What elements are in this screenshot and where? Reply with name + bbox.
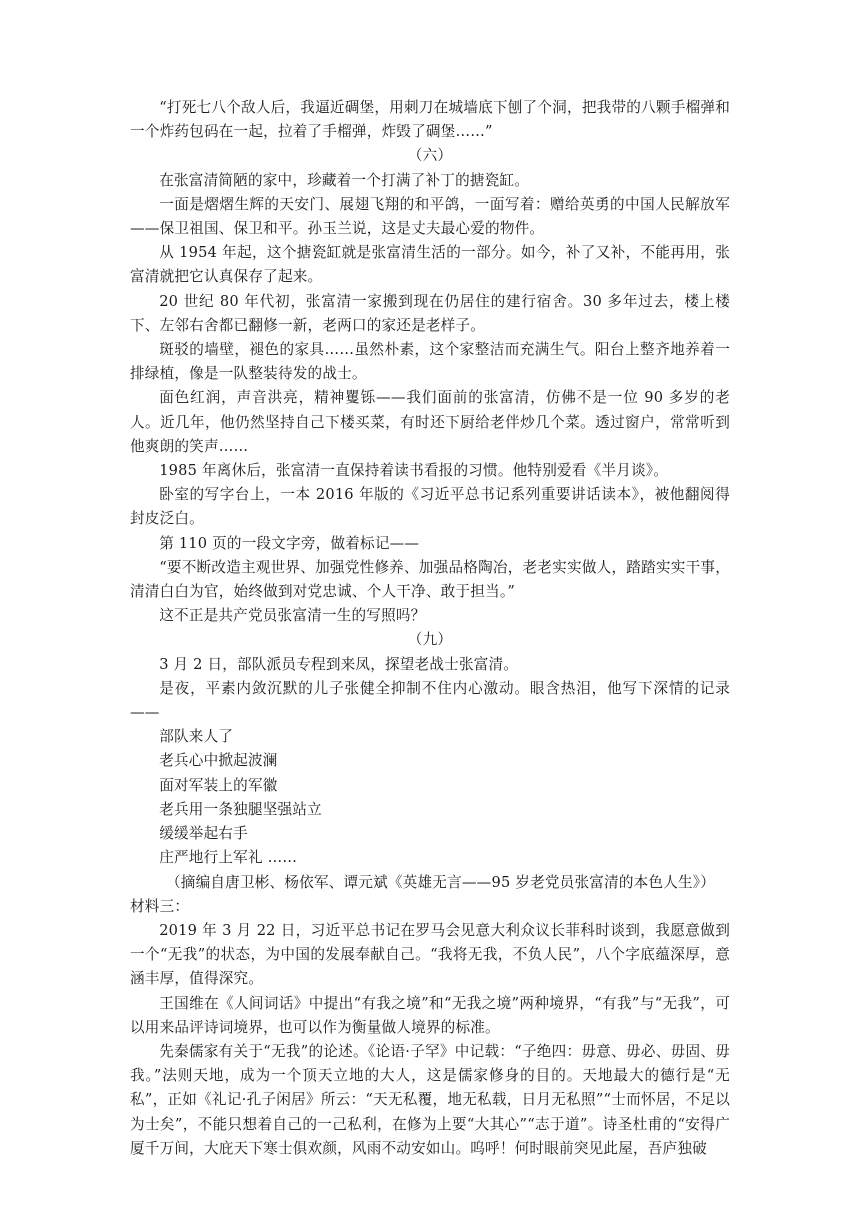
poem-line: 老兵心中掀起波澜 — [159, 752, 278, 770]
paragraph: 3 月 2 日，部队派员专程到来凤，探望老战士张富清。 — [159, 655, 519, 673]
paragraph: 第 110 页的一段文字旁，做着标记—— — [159, 534, 420, 552]
paragraph: 这不正是共产党员张富清一生的写照吗？ — [159, 607, 426, 625]
paragraph: 斑驳的墙壁，褪色的家具……虽然朴素，这个家整洁而充满生气。阳台上整齐地养着一排绿植，像是一队整装待发的战士。 — [130, 341, 730, 383]
paragraph: 卧室的写字台上，一本 2016 年版的《习近平总书记系列重要讲话读本》，被他翻阅得封皮泛白。 — [130, 486, 730, 528]
poem-line: 面对军装上的军徽 — [159, 776, 278, 794]
paragraph: 在张富清简陋的家中，珍藏着一个打满了补丁的搪瓷缸。 — [159, 171, 530, 189]
source-note: （摘编自唐卫彬、杨依军、谭元斌《英雄无言——95 岁老党员张富清的本色人生》） — [166, 873, 716, 891]
paragraph: 1985 年离休后，张富清一直保持着读书看报的习惯。他特别爱看《半月谈》。 — [159, 462, 669, 480]
paragraph: 一面是熠熠生辉的天安门、展翅飞翔的和平鸽，一面写着：赠给英勇的中国人民解放军——保卫祖国、保卫和平。孙玉兰说，这是丈夫最心爱的物件。 — [130, 195, 730, 238]
material-label: 材料三： — [130, 897, 190, 915]
poem-line: 缓缓举起右手 — [159, 825, 248, 843]
paragraph: 从 1954 年起，这个搪瓷缸就是张富清生活的一部分。如今，补了又补，不能再用，张富清就把它认真保存了起来。 — [130, 244, 730, 286]
paragraph: 20 世纪 80 年代初，张富清一家搬到现在仍居住的建行宿舍。30 多年过去，楼上楼下、左邻右舍都已翻修一新，老两口的家还是老样子。 — [130, 292, 730, 334]
paragraph: 面色红润，声音洪亮，精神矍铄——我们面前的张富清，仿佛不是一位 90 多岁的老人。近几年，他仍然坚持自己下楼买菜，有时还下厨给老伴炒几个菜。透过窗户，常常听到他爽朗的笑声…… — [130, 389, 730, 455]
section-heading-six: （六） — [407, 147, 453, 165]
poem-line: 老兵用一条独腿坚强站立 — [159, 800, 322, 818]
section-heading-nine: （九） — [407, 631, 453, 649]
document-page — [130, 96, 730, 1161]
paragraph: 是夜，平素内敛沉默的儿子张健全抑制不住内心激动。眼含热泪，他写下深情的记录—— — [130, 679, 730, 722]
paragraph: 先秦儒家有关于“无我”的论述。《论语·子罕》中记载：“子绝四：毋意、毋必、毋固、毋我。”法则天地，成为一个顶天立地的大人，这是儒家修身的目的。天地最大的德行是“无私”，正如《礼记·孔子闲居》所云：“天无私覆，地无私载，日月无私照”“士而怀居，不足以为士矣”，不能只想着自己的一己私利，在修为上要“大其心”“志于道”。诗圣杜甫的“安得广厦千万间，大庇天下寒士俱欢颜，风雨不动安如山。呜呼！何时眼前突见此屋，吾庐独破 — [130, 1042, 730, 1157]
quotation: “要不断改造主观世界、加强党性修养、加强品格陶冶，老老实实做人，踏踏实实干事，清清白白为官，始终做到对党忠诚、个人干净、敢于担当。” — [130, 558, 730, 601]
paragraph: 王国维在《人间词话》中提出“有我之境”和“无我之境”两种境界，“有我”与“无我”，可以用来品评诗词境界，也可以作为衡量做人境界的标准。 — [130, 994, 730, 1036]
paragraph: 2019 年 3 月 22 日，习近平总书记在罗马会见意大利众议长菲科时谈到，我愿意做到一个“无我”的状态，为中国的发展奉献自己。“我将无我，不负人民”，八个字底蕴深厚，意涵丰厚，值得深究。 — [130, 921, 730, 988]
poem-line: 庄严地行上军礼 …… — [159, 849, 298, 867]
poem-line: 部队来人了 — [159, 728, 234, 746]
paragraph: “打死七八个敌人后，我逼近碉堡，用刺刀在城墙底下刨了个洞，把我带的八颗手榴弹和一个炸药包码在一起，拉着了手榴弹，炸毁了碉堡……” — [130, 99, 730, 141]
